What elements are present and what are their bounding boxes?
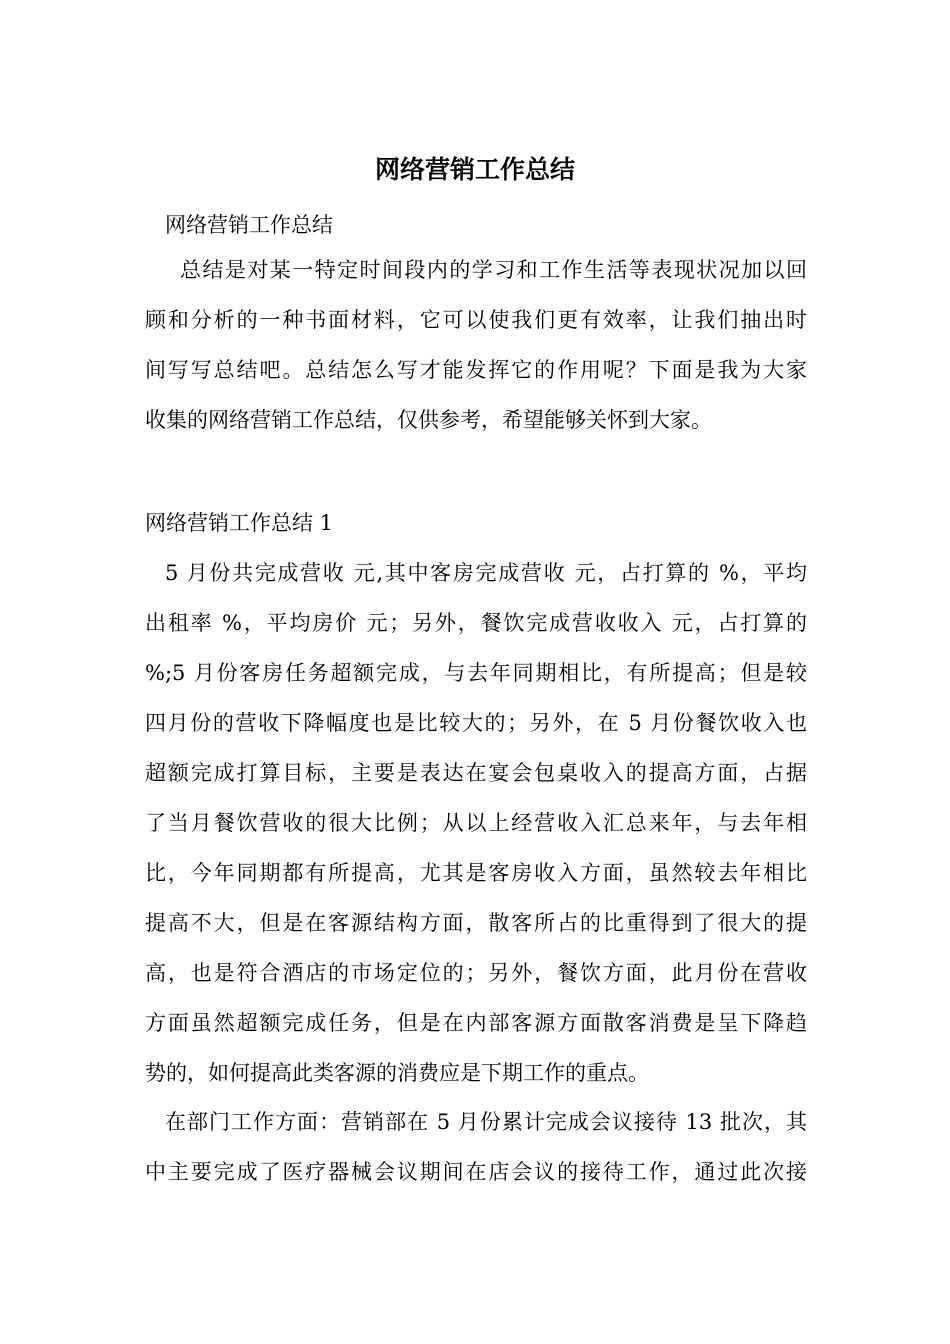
paragraph-line: 了当月餐饮营收的很大比例；从以上经营收入汇总来年，与去年相 [145, 811, 807, 835]
paragraph-line: 在部门工作方面：营销部在 5 月份累计完成会议接待 13 批次，其 [165, 1110, 807, 1134]
paragraph-line: 提高不大，但是在客源结构方面，散客所占的比重得到了很大的提 [145, 911, 807, 935]
document-title: 网络营销工作总结 [374, 155, 575, 184]
intro-line: 总结是对某一特定时间段内的学习和工作生活等表现状况加以回 [180, 258, 807, 282]
paragraph-line: %;5 月份客房任务超额完成，与去年同期相比，有所提高；但是较 [145, 661, 807, 685]
section-paragraph-2 [145, 1097, 807, 1197]
intro-line: 顾和分析的一种书面材料，它可以使我们更有效率，让我们抽出时 [145, 308, 807, 332]
paragraph-line: 四月份的营收下降幅度也是比较大的；另外，在 5 月份餐饮收入也 [145, 711, 807, 735]
paragraph-line: 比，今年同期都有所提高，尤其是客房收入方面，虽然较去年相比 [145, 861, 807, 885]
section-heading: 网络营销工作总结 1 [145, 511, 334, 535]
paragraph-line: 方面虽然超额完成任务，但是在内部客源方面散客消费是呈下降趋 [145, 1011, 807, 1035]
paragraph-line: 势的，如何提高此类客源的消费应是下期工作的重点。 [145, 1061, 649, 1085]
paragraph-line: 中主要完成了医疗器械会议期间在店会议的接待工作，通过此次接 [145, 1160, 807, 1184]
intro-line: 收集的网络营销工作总结，仅供参考，希望能够关怀到大家。 [145, 408, 712, 432]
paragraph-line: 出租率 %，平均房价 元；另外，餐饮完成营收收入 元，占打算的 [145, 611, 807, 635]
intro-line: 间写写总结吧。总结怎么写才能发挥它的作用呢？下面是我为大家 [145, 358, 807, 382]
paragraph-line: 超额完成打算目标，主要是表达在宴会包桌收入的提高方面，占据 [145, 761, 807, 785]
paragraph-line: 高，也是符合酒店的市场定位的；另外，餐饮方面，此月份在营收 [145, 961, 807, 985]
document-subtitle: 网络营销工作总结 [165, 213, 333, 237]
paragraph-line: 5 月份共完成营收 元,其中客房完成营收 元，占打算的 %，平均 [165, 561, 807, 585]
intro-paragraph [145, 245, 807, 445]
section-paragraph-1 [145, 548, 807, 1098]
